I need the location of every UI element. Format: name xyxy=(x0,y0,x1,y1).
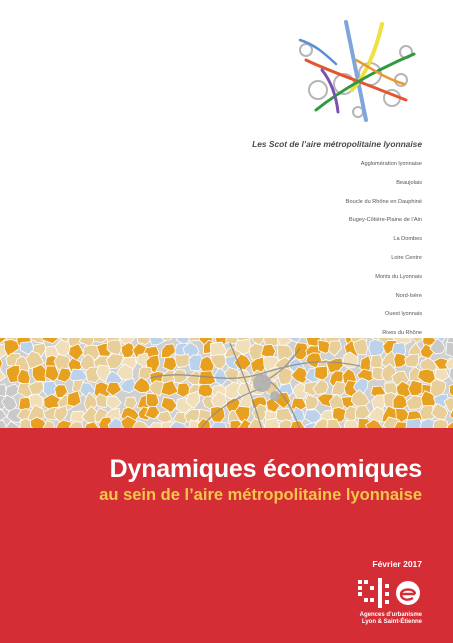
agency-logo xyxy=(352,576,422,636)
publication-date: Février 2017 xyxy=(372,559,422,569)
map-commune-cell xyxy=(369,339,384,356)
scot-logo-icon xyxy=(296,20,426,135)
agency-logo-icon xyxy=(352,576,422,610)
scot-item: Monts du Lyonnais xyxy=(375,273,422,280)
agency-name: Agences d’urbanisme xyxy=(359,612,422,618)
scot-item: Agglomération lyonnaise xyxy=(360,161,422,167)
document-subtitle: au sein de l’aire métropolitaine lyonnaise xyxy=(99,486,422,504)
map-commune-cell xyxy=(315,366,328,380)
scot-item: Beaujolais xyxy=(396,179,422,186)
scot-item: Rives du Rhône xyxy=(382,330,422,337)
agency-place: Lyon & Saint-Étienne xyxy=(361,619,422,625)
scot-item: Nord-Isère xyxy=(395,292,422,299)
map-commune-cell xyxy=(32,365,46,382)
map-commune-cell xyxy=(446,342,453,357)
scot-item: Bugey-Côtière-Plaine de l’Ain xyxy=(348,217,422,224)
scot-item: Boucle du Rhône en Dauphiné xyxy=(345,198,422,205)
scot-item: Loire Centre xyxy=(391,254,422,261)
document-title: Dynamiques économiques xyxy=(109,455,422,483)
scot-item: La Dombes xyxy=(393,236,422,243)
title-panel xyxy=(0,428,453,643)
scot-item: Ouest lyonnais xyxy=(384,311,422,318)
scot-heading: Les Scot de l’aire métropolitaine lyonnaise xyxy=(252,139,422,149)
territory-map xyxy=(0,338,453,430)
